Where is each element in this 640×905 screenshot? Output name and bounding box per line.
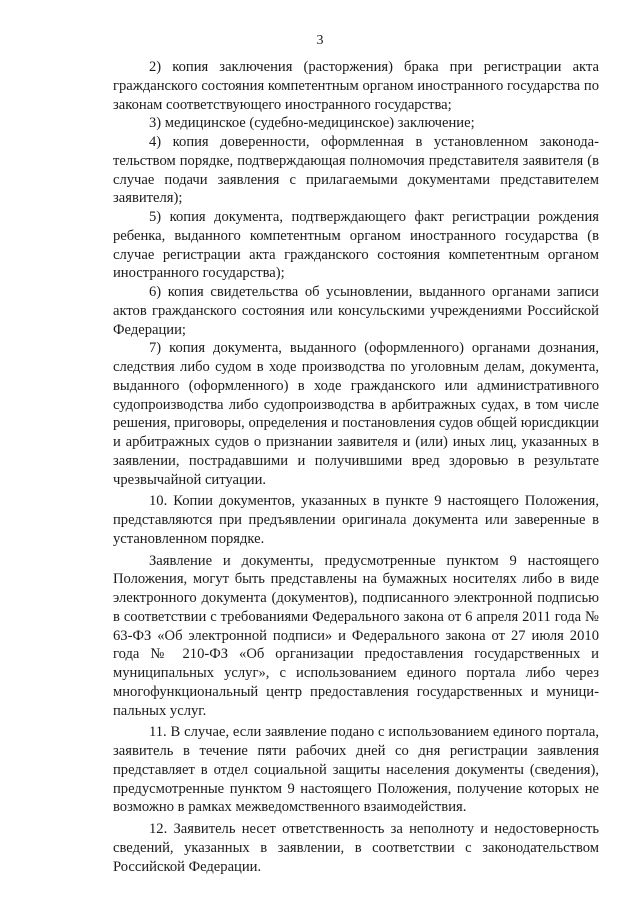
- list-item: 6) копия свидетельства об усыновлении, выданного органами записи актов гражданского состояния или консульскими учреждениями Российской Федерации;: [113, 284, 599, 338]
- list-item: 2) копия заключения (расторжения) брака при регистрации акта гражданского состояния компетентным органом иностранного государства по законам соответствующего иностранного государства;: [113, 59, 599, 113]
- document-body: [113, 58, 599, 876]
- list-item: 7) копия документа, выданного (оформленного) органами дознания, следствия либо судом в ходе производства по уголовным делам, документа, выданного (оформленного) в ходе гражданского или административного судопроизводства либо судопроизводства в арбитражных судах, в том числе решения, приговоры, определения и постановления судов общей юрисдикции и арбитражных судов о признании заявителя и (или) иных лиц, указанных в заявлении, пострадавшими и получившими вред здоровью в результате чрезвычайной ситуации.: [113, 340, 599, 488]
- clause-paragraph: 10. Копии документов, указанных в пункте 9 настоящего Положения, представляются при предъявлении оригинала документа или заверенные в установленном порядке.: [113, 493, 599, 547]
- clause-paragraph: 12. Заявитель несет ответственность за неполноту и недостоверность сведений, указанных в заявлении, в соответствии с законодательством Российской Федерации.: [113, 821, 599, 875]
- list-item: 4) копия доверенности, оформленная в установленном законодательством порядке, подтверждающая полномочия представителя заявителя (в случае подачи заявления с прилагаемыми документами представителем заявителя);: [113, 134, 599, 207]
- clause-paragraph: 11. В случае, если заявление подано с использованием единого портала, заявитель в течение пяти рабочих дней со дня регистрации заявления представляет в отдел социальной защиты населения документы (сведения), предусмотренные пунктом 9 настоящего Положения, получение которых не возможно в рамках межведомственного взаимодействия.: [113, 724, 599, 816]
- list-item: 5) копия документа, подтверждающего факт регистрации рождения ребенка, выданного компетентным органом иностранного государства (в случае регистрации акта гражданского состояния компетентным органом иностранного государства);: [113, 209, 599, 282]
- list-item: 3) медицинское (судебно-медицинское) заключение;: [149, 115, 475, 132]
- page-number: 3: [316, 33, 324, 48]
- clause-paragraph: Заявление и документы, предусмотренные пунктом 9 настоящего Положения, могут быть представлены на бумажных носителях либо в виде электронного документа (документов), подписанного электронной подписью в соответствии с требованиями Федерального закона от 6 апреля 2011 года № 63-ФЗ «Об электронной подписи» и Федерального закона от 27 июля 2010 года № 210-ФЗ «Об организации предоставления государственных и муниципальных услуг», с использованием единого портала либо через многофункциональный центр предоставления государственных и муниципальных услуг.: [113, 552, 599, 719]
